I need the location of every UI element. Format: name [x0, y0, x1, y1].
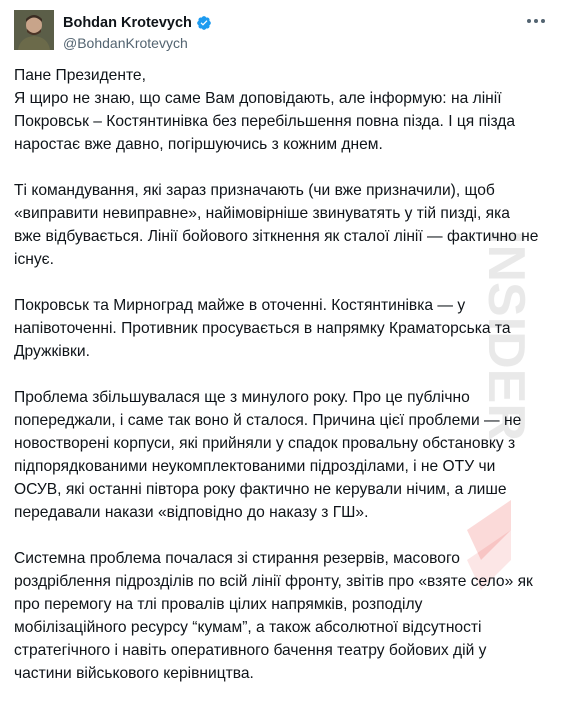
tweet-line: вже відбувається. Лінії бойового зіткнення як сталої лінії — фактично не [14, 228, 539, 245]
tweet-line: Системна проблема почалася зі стирання резервів, масового [14, 550, 460, 567]
tweet-line: Дружківки. [14, 343, 90, 360]
tweet-paragraph [14, 547, 551, 685]
avatar-photo [14, 10, 54, 50]
tweet-paragraph [14, 64, 551, 156]
tweet-line: про перемогу на тлі провалів цілих напрямків, розподілу [14, 596, 423, 613]
tweet-line: існує. [14, 251, 54, 268]
tweet-line: передавали накази «відповідно до наказу з ГШ». [14, 504, 369, 521]
tweet-line: мобілізаційного ресурсу “кумам”, а також абсолютної відсутності [14, 619, 482, 636]
tweet-line: ОСУВ, які останні півтора року фактично не керували нічим, а лише [14, 481, 507, 498]
verified-badge-icon [196, 15, 212, 31]
tweet-line: попереджали, і саме так воно й сталося. Причина цієї проблеми — не [14, 412, 522, 429]
name-row [63, 14, 212, 32]
tweet-header [14, 10, 551, 60]
tweet-paragraph [14, 386, 551, 524]
tweet-line: «виправити невиправне», найімовірніше звинуватять у тій пизді, яка [14, 205, 510, 222]
svg-text:INSIDER: INSIDER [477, 230, 535, 441]
tweet-line: Я щиро не знаю, що саме Вам доповідають, але інформую: на лінії [14, 90, 502, 107]
author-info [63, 14, 212, 51]
tweet-paragraph [14, 294, 551, 363]
tweet-line: Пане Президенте, [14, 67, 146, 84]
author-display-name[interactable]: Bohdan Krotevych [63, 15, 192, 31]
tweet-line: Ті командування, які зараз призначають (чи вже призначили), щоб [14, 182, 495, 199]
tweet-line: Покровськ – Костянтинівка без перебільшення повна пізда. І ця пізда [14, 113, 516, 130]
tweet-paragraph [14, 179, 551, 271]
tweet-line: напівоточенні. Противник просувається в напрямку Краматорська та [14, 320, 511, 337]
tweet-line: підпорядкованими неукомплектованими підрозділами, і не ОТУ чи [14, 458, 496, 475]
more-options-icon[interactable] [525, 14, 547, 28]
tweet-line: наростає вже давно, погіршуючись з кожним днем. [14, 136, 383, 153]
tweet-line: стратегічного і навіть оперативного бачення театру бойових дій у [14, 642, 487, 659]
avatar[interactable] [14, 10, 54, 50]
tweet-text [14, 64, 551, 708]
tweet-line: Покровськ та Мирноград майже в оточенні. Костянтинівка — у [14, 297, 466, 314]
tweet-line: Проблема збільшувалася ще з минулого року. Про це публічно [14, 389, 470, 406]
tweet-line: частини військового керівництва. [14, 665, 254, 682]
tweet-line: новостворені корпуси, які прийняли у спадок провальну обстановку з [14, 435, 516, 452]
tweet-line: роздріблення підрозділів по всій лінії фронту, звітів про «взяте село» як [14, 573, 533, 590]
author-handle[interactable]: @BohdanKrotevych [63, 35, 188, 51]
